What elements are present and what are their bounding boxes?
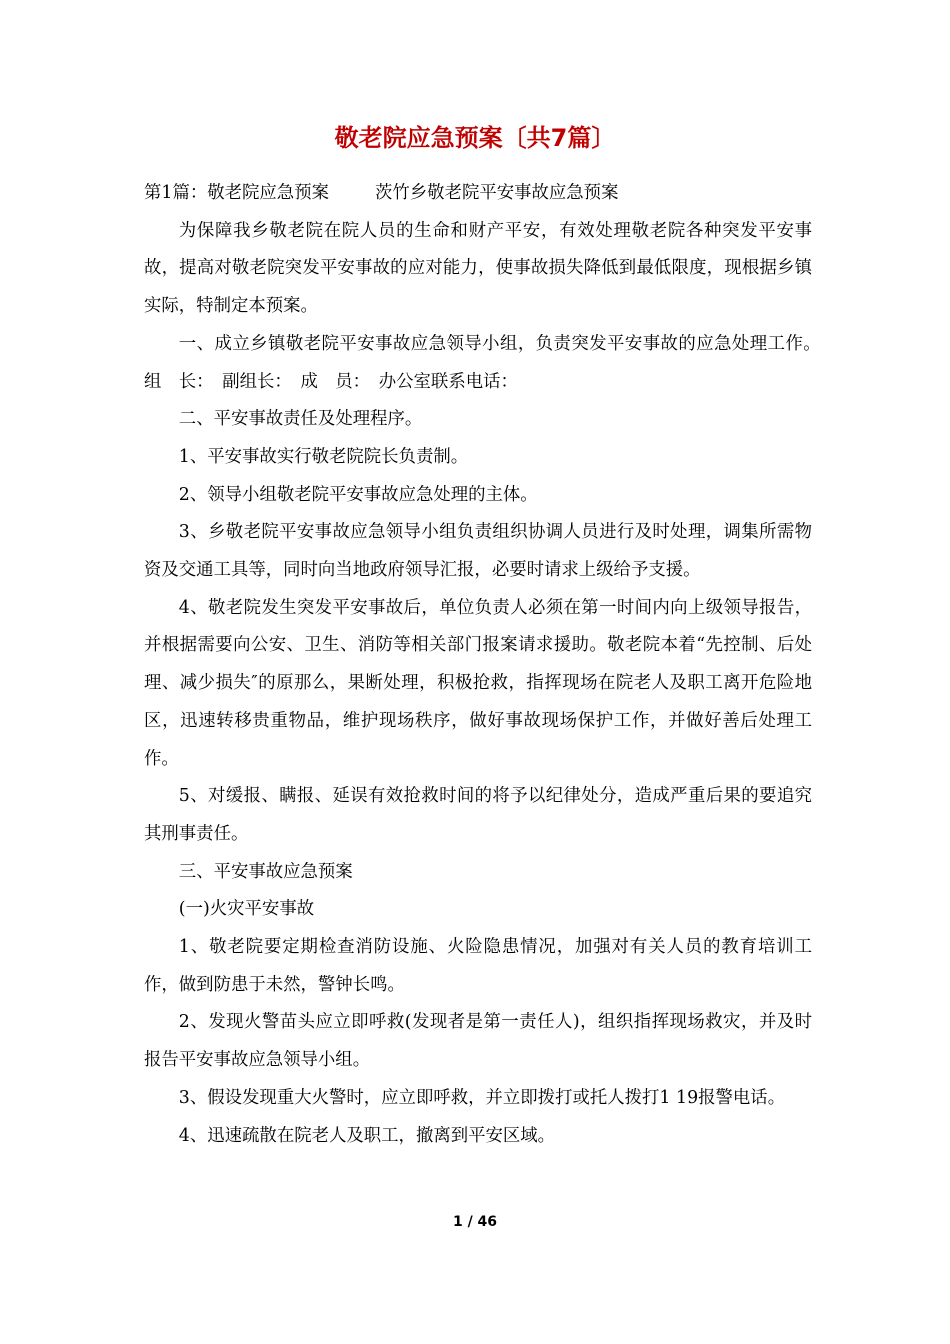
section-heading-right: 茨竹乡敬老院平安事故应急预案 [374,183,619,203]
paragraph: 2、领导小组敬老院平安事故应急处理的主体。 [178,484,538,505]
document-title: 敬老院应急预案〔共7篇〕 [334,124,616,152]
paragraph: 一、成立乡镇敬老院平安事故应急领导小组，负责突发平安事故的应急处理工作。 组 长： 副组长： 成 员： 办公室联系电话： [144,333,830,392]
paragraph: 3、乡敬老院平安事故应急领导小组负责组织协调人员进行及时处理，调集所需物资及交通工具等，同时向当地政府领导汇报，必要时请求上级给予支援。 [144,522,812,581]
page-number: 1 / 46 [452,1214,498,1230]
paragraph: 二、平安事故责任及处理程序。 [178,409,423,430]
paragraph: 1、平安事故实行敬老院院长负责制。 [178,446,469,467]
paragraph: (一)火灾平安事故 [178,899,315,920]
paragraph: 为保障我乡敬老院在院人员的生命和财产平安，有效处理敬老院各种突发平安事故，提高对敬老院突发平安事故的应对能力，使事故损失降低到最低限度，现根据乡镇实际，特制定本预案。 [144,220,812,317]
section-heading [144,175,812,213]
paragraph: 3、假设发现重大火警时，应立即呼救，并立即拨打或托人拨打1 19报警电话。 [178,1087,786,1108]
paragraph: 2、发现火警苗头应立即呼救(发现者是第一责任人)，组织指挥现场救灾，并及时报告平安事故应急领导小组。 [144,1012,812,1071]
paragraph: 4、迅速疏散在院老人及职工，撤离到平安区域。 [178,1125,556,1146]
paragraph: 1、敬老院要定期检查消防设施、火险隐患情况，加强对有关人员的教育培训工作，做到防患于未然，警钟长鸣。 [144,937,812,995]
document-body [144,175,830,1155]
paragraph: 4、敬老院发生突发平安事故后，单位负责人必须在第一时间内向上级领导报告，并根据需要向公安、卫生、消防等相关部门报案请求援助。敬老院本着“先控制、后处理、减少损失″的原那么，果断处理，积极抢救，指挥现场在院老人及职工离开危险地区，迅速转移贵重物品，维护现场秩序，做好事故现场保护工作，并做好善后处理工作。 [144,597,812,769]
section-heading-left: 第1篇：敬老院应急预案 [144,183,329,203]
paragraph: 5、对缓报、瞒报、延误有效抢救时间的将予以纪律处分，造成严重后果的要追究其刑事责任。 [144,786,812,844]
paragraph: 三、平安事故应急预案 [178,861,353,882]
